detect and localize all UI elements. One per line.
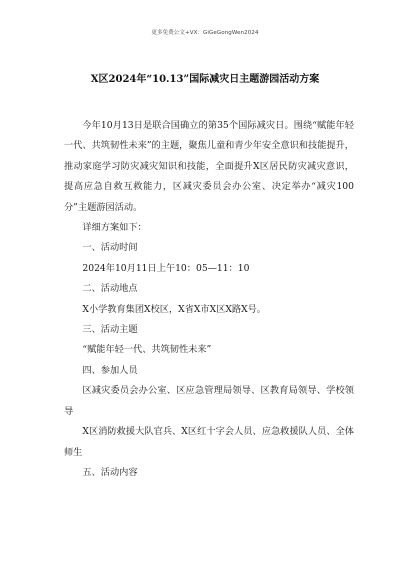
document-title: X区2024年“10.13”国际减灾日主题游园活动方案 xyxy=(90,74,320,85)
section-content-location: X小学教育集团X校区，X省X市X区X路X号。 xyxy=(82,303,266,315)
section-content-time: 2024年10月11日上午10：05—11：10 xyxy=(82,262,250,274)
header-watermark: 更多免费公文+VX：GiGeGongWen2024 xyxy=(151,30,259,36)
section-heading-time: 一、活动时间 xyxy=(82,242,138,254)
detail-intro: 详细方案如下： xyxy=(82,222,147,234)
section-heading-content: 五、活动内容 xyxy=(82,466,138,478)
document-body xyxy=(64,116,354,483)
section-content-participants-1: 区减灾委员会办公室、区应急管理局领导、区教育局领导、学校领导 xyxy=(64,385,354,417)
section-content-participants-2: X区消防救援大队官兵、X区红十字会人员、应急救援队人员、全体师生 xyxy=(64,426,354,458)
section-heading-location: 二、活动地点 xyxy=(82,283,138,295)
section-content-theme: “赋能年轻一代、共筑韧性未来” xyxy=(82,344,212,356)
intro-paragraph: 今年10月13日是联合国确立的第35个国际减灾日。围绕“赋能年轻一代、共筑韧性未来”的主题，聚焦儿童和青少年安全意识和技能提升，推动家庭学习防灾减灾知识和技能，全面提升X区居民防灾减灾意识，提高应急自救互救能力，区减灾委员会办公室、决定举办“减灾100分”主题游园活动。 xyxy=(64,120,354,213)
section-heading-theme: 三、活动主题 xyxy=(82,324,138,336)
section-heading-participants: 四、参加人员 xyxy=(82,364,138,376)
